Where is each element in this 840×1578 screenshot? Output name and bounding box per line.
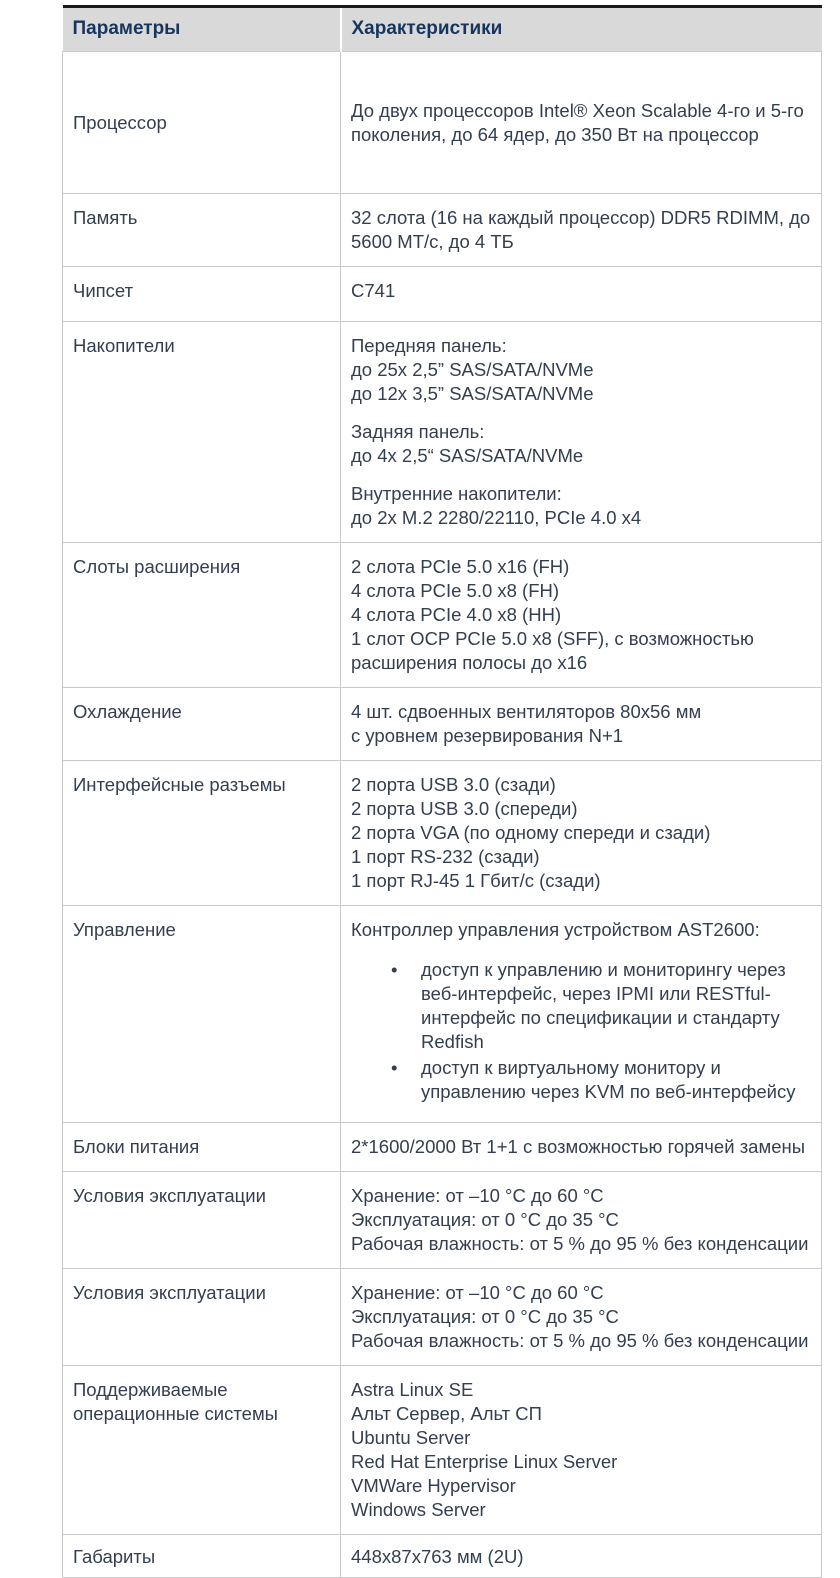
value-line: Контроллер управления устройством AST2600: [351,919,760,940]
value-line: до 4x 2,5“ SAS/SATA/NVMe [351,445,584,466]
value-paragraph [351,700,814,748]
spec-row-management [63,906,822,1123]
parameter-value [341,543,822,688]
value-line: Рабочая влажность: от 5 % до 95 % без конденсации [351,1330,809,1351]
value-line: Эксплуатация: от 0 °C до 35 °C [351,1209,619,1230]
value-line: VMWare Hypervisor [351,1475,516,1496]
bullet-item: • доступ к виртуальному монитору и управлению через KVM по веб-интерфейсу [391,1056,814,1104]
spec-row-power-supplies [63,1123,822,1172]
value-line: Альт Сервер, Альт СП [351,1403,542,1424]
value-line: с уровнем резервирования N+1 [351,725,624,746]
spec-table-header [63,7,822,52]
value-line: 2 слота PCIe 5.0 x16 (FH) [351,556,570,577]
spec-table-body [63,52,822,1578]
parameter-name: Интерфейсные разъемы [63,761,341,906]
value-line: До двух процессоров Intel® Xeon Scalable 4-го и 5-го поколения, до 64 ядер, до 350 Вт на процессор [351,99,804,145]
value-line: Рабочая влажность: от 5 % до 95 % без конденсации [351,1233,809,1254]
value-line: Задняя панель: [351,421,485,442]
value-paragraph [351,1184,814,1256]
value-line: 2*1600/2000 Вт 1+1 с возможностью горячей замены [351,1136,805,1157]
value-paragraph [351,99,814,147]
value-line: 1 порт RJ-45 1 Гбит/с (сзади) [351,870,601,891]
header-row [63,7,822,52]
value-paragraph [351,482,814,530]
spec-row-interfaces [63,761,822,906]
value-line: 4 слота PCIe 5.0 x8 (FH) [351,580,560,601]
parameter-value [341,322,822,543]
spec-row-memory [63,194,822,267]
parameter-value [341,1123,822,1172]
bullet-item: • доступ к управлению и мониторингу через веб-интерфейс, через IPMI или RESTful-интерфейс по спецификации и стандарту Redfish [391,958,814,1054]
value-paragraph [351,1281,814,1353]
value-line: до 25x 2,5” SAS/SATA/NVMe [351,359,594,380]
parameter-name: Накопители [63,322,341,543]
parameter-value [341,267,822,322]
header-cell-parameters: Параметры [63,7,341,52]
parameter-name: Условия эксплуатации [63,1172,341,1269]
spec-row-storage [63,322,822,543]
parameter-name: Блоки питания [63,1123,341,1172]
value-line: Windows Server [351,1499,486,1520]
value-paragraph [351,420,814,468]
spec-row-expansion-slots [63,543,822,688]
spec-row-environment-2 [63,1269,822,1366]
value-line: C741 [351,280,396,301]
spec-row-processor [63,52,822,194]
value-line: до 2x M.2 2280/22110, PCIe 4.0 x4 [351,507,642,528]
parameter-name: Охлаждение [63,688,341,761]
parameter-name: Габариты [63,1535,341,1578]
parameter-name: Процессор [63,52,341,194]
parameter-name: Чипсет [63,267,341,322]
value-line: Хранение: от –10 °C до 60 °C [351,1185,604,1206]
parameter-value [341,906,822,1123]
value-line: 2 порта VGA (по одному спереди и сзади) [351,822,711,843]
parameter-value [341,1535,822,1578]
value-line: Red Hat Enterprise Linux Server [351,1451,618,1472]
value-paragraph [351,1378,814,1522]
parameter-name: Условия эксплуатации [63,1269,341,1366]
bullet-list [351,958,814,1104]
value-line: 32 слота (16 на каждый процессор) DDR5 RDIMM, до 5600 МТ/с, до 4 ТБ [351,207,811,252]
value-paragraph [351,206,814,254]
value-line: 2 порта USB 3.0 (спереди) [351,798,578,819]
spec-row-chipset [63,267,822,322]
value-line: 1 слот OCP PCIe 5.0 x8 (SFF), с возможностью расширения полосы до x16 [351,628,754,673]
value-paragraph [351,334,814,406]
value-line: Внутренние накопители: [351,483,562,504]
parameter-name: Память [63,194,341,267]
value-paragraph [351,555,814,675]
value-paragraph [351,773,814,893]
value-line: Хранение: от –10 °C до 60 °C [351,1282,604,1303]
value-paragraph [351,1135,814,1159]
spec-row-cooling [63,688,822,761]
parameter-value [341,194,822,267]
value-paragraph [351,918,814,942]
spec-row-operating-systems [63,1366,822,1535]
value-paragraph [351,1545,814,1569]
value-line: 4 шт. сдвоенных вентиляторов 80x56 мм [351,701,702,722]
value-line: 448x87x763 мм (2U) [351,1546,524,1567]
parameter-value [341,1172,822,1269]
value-line: Эксплуатация: от 0 °C до 35 °C [351,1306,619,1327]
parameter-value [341,1366,822,1535]
parameter-value [341,1269,822,1366]
value-line: до 12x 3,5” SAS/SATA/NVMe [351,383,594,404]
value-line: 2 порта USB 3.0 (сзади) [351,774,556,795]
header-cell-characteristics: Характеристики [341,7,822,52]
value-line: 4 слота PCIe 4.0 x8 (HH) [351,604,562,625]
parameter-name: Слоты расширения [63,543,341,688]
spec-row-dimensions [63,1535,822,1578]
parameter-name: Поддерживаемые операционные системы [63,1366,341,1535]
parameter-value [341,761,822,906]
value-paragraph [351,279,814,303]
value-line: Передняя панель: [351,335,507,356]
value-line: Ubuntu Server [351,1427,471,1448]
parameter-name: Управление [63,906,341,1123]
spec-table [62,5,822,1578]
spec-row-environment-1 [63,1172,822,1269]
parameter-value [341,688,822,761]
value-line: Astra Linux SE [351,1379,474,1400]
value-line: 1 порт RS-232 (сзади) [351,846,540,867]
parameter-value [341,52,822,194]
